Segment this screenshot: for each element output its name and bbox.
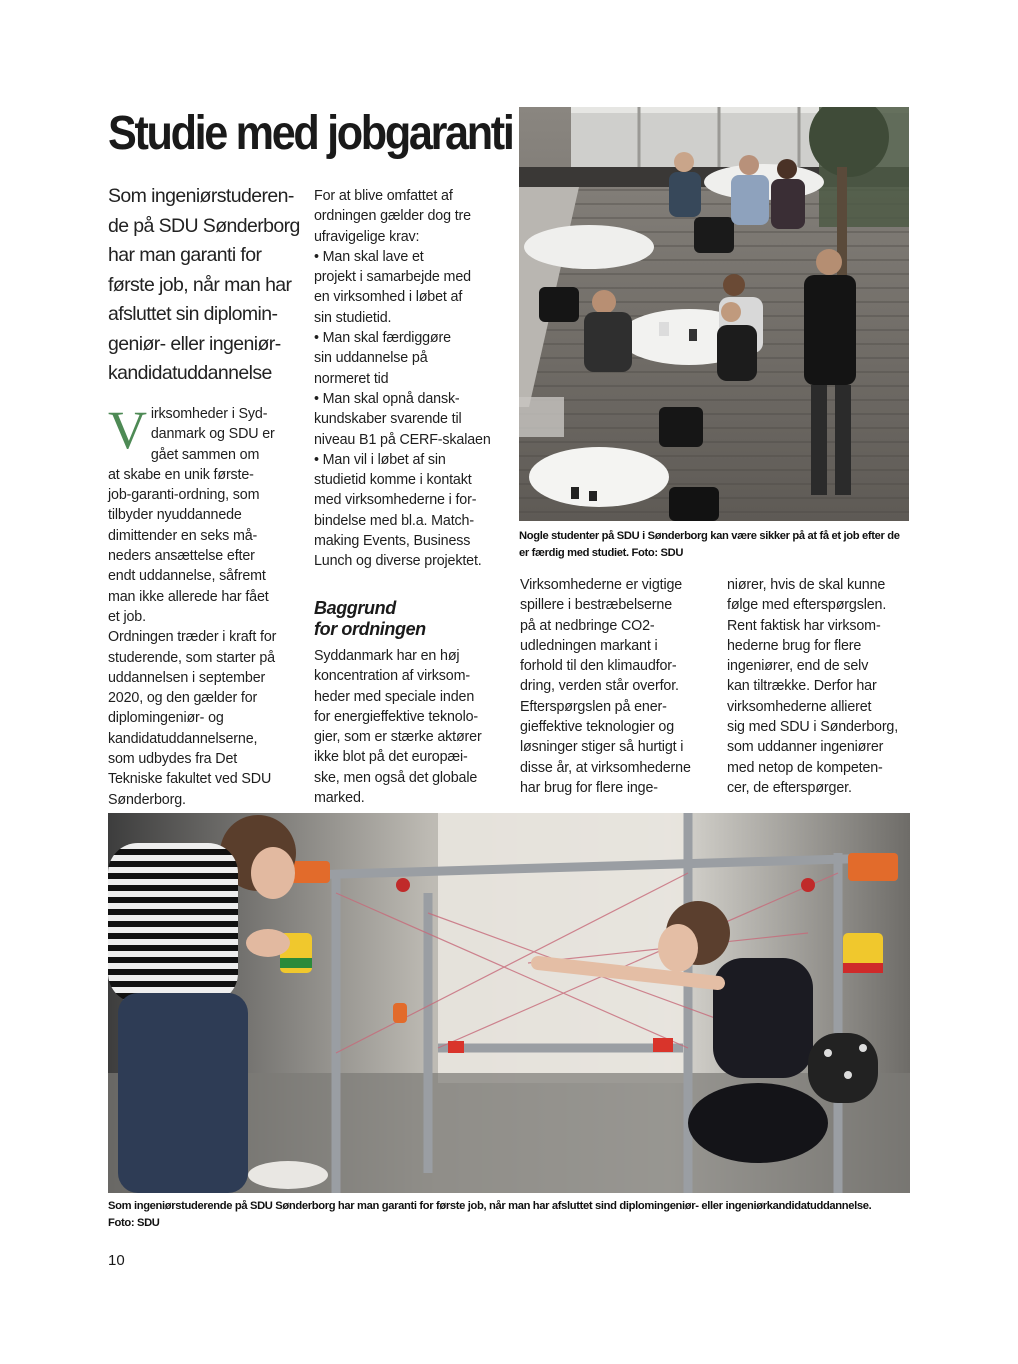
body-line: Ordningen træder i kraft for bbox=[108, 629, 277, 646]
body-line: Sønderborg. bbox=[108, 791, 186, 808]
body-line: marked. bbox=[314, 790, 365, 807]
body-line: udledningen markant i bbox=[520, 637, 658, 654]
body-line: følge med efterspørgslen. bbox=[727, 597, 887, 614]
body-line: for energieffektive teknolo- bbox=[314, 708, 479, 725]
lead-line: første job, når man har bbox=[108, 273, 292, 296]
requirement-line: making Events, Business bbox=[314, 533, 471, 550]
body-column-2-continued bbox=[314, 646, 510, 808]
body-line: tilbyder nyuddannede bbox=[108, 507, 242, 524]
body-line: heder med speciale inden bbox=[314, 688, 475, 705]
body-line: har brug for flere inge- bbox=[520, 779, 658, 796]
body-line: Efterspørgslen på ener- bbox=[520, 698, 667, 715]
body-line: løsninger stiger så hurtigt i bbox=[520, 739, 684, 756]
article-title: Studie med jobgaranti bbox=[108, 107, 513, 160]
body-line: gier, som er stærke aktører bbox=[314, 729, 482, 746]
requirement-line: kundskaber svarende til bbox=[314, 411, 462, 428]
body-line: diplomingeniør- og bbox=[108, 710, 224, 727]
requirement-line: niveau B1 på CERF-skalaen bbox=[314, 431, 491, 448]
bottom-photo-caption bbox=[108, 1198, 910, 1232]
subheading-line: for ordningen bbox=[314, 619, 426, 639]
body-line: kan tiltrække. Derfor har bbox=[727, 678, 877, 695]
requirement-line: • Man skal opnå dansk- bbox=[314, 390, 460, 407]
body-line: ufravigelige krav: bbox=[314, 228, 420, 245]
body-line: dring, verden står overfor. bbox=[520, 678, 679, 695]
body-line: neders ansættelse efter bbox=[108, 548, 255, 565]
robot-frame-photo-illustration bbox=[108, 813, 910, 1193]
body-line: som uddanner ingeniører bbox=[727, 739, 884, 756]
requirement-line: sin uddannelse på bbox=[314, 350, 428, 367]
requirement-line: bindelse med bl.a. Match- bbox=[314, 512, 474, 529]
body-line: For at blive omfattet af bbox=[314, 188, 453, 204]
caption-line: Som ingeniørstuderende på SDU Sønderborg har man garanti for første job, når man har afsluttet sind diplomingeniør- eller ingeniørkandidatuddannelse. bbox=[108, 1200, 872, 1212]
requirement-line: • Man skal færdiggøre bbox=[314, 330, 451, 347]
caption-line: Foto: SDU bbox=[108, 1217, 160, 1229]
body-column-4 bbox=[727, 575, 909, 798]
students-photo-illustration bbox=[519, 107, 909, 521]
body-line: ske, men også det globale bbox=[314, 769, 478, 786]
body-line: med netop de kompeten- bbox=[727, 759, 883, 776]
requirement-line: • Man skal lave et bbox=[314, 248, 424, 265]
body-line: studerende, som starter på bbox=[108, 649, 275, 666]
lead-line: Som ingeniørstuderen- bbox=[108, 185, 294, 207]
top-photo-caption bbox=[519, 528, 909, 562]
body-line: danmark og SDU er bbox=[150, 426, 275, 443]
body-line: endt uddannelse, såfremt bbox=[108, 568, 266, 585]
requirement-line: en virksomhed i løbet af bbox=[314, 289, 463, 306]
requirement-line: normeret tid bbox=[314, 370, 389, 387]
body-line: ordningen gælder dog tre bbox=[314, 208, 471, 225]
body-line: at skabe en unik første- bbox=[108, 466, 254, 483]
body-line: Tekniske fakultet ved SDU bbox=[108, 771, 272, 788]
body-line: disse år, at virksomhederne bbox=[520, 759, 691, 776]
body-line: gået sammen om bbox=[150, 446, 260, 463]
body-line: forhold til den klimaudfor- bbox=[520, 658, 677, 675]
body-column-1 bbox=[108, 400, 298, 810]
body-line: job-garanti-ordning, som bbox=[108, 487, 260, 504]
lead-line: geniør- eller ingeniør- bbox=[108, 332, 281, 355]
lead-paragraph bbox=[108, 182, 298, 389]
page-number: 10 bbox=[108, 1252, 125, 1269]
requirement-line: sin studietid. bbox=[314, 309, 392, 326]
body-line: koncentration af virksom- bbox=[314, 668, 470, 685]
body-line: gieffektive teknologier og bbox=[520, 719, 675, 736]
requirement-line: Lunch og diverse projektet. bbox=[314, 553, 482, 570]
photo-students-at-tables bbox=[519, 107, 909, 521]
lead-line: afsluttet sin diplomin- bbox=[108, 303, 278, 325]
subheading bbox=[314, 598, 510, 640]
drop-cap: V bbox=[108, 400, 147, 460]
body-line: Syddanmark har en høj bbox=[314, 648, 460, 664]
body-line: kandidatuddannelserne, bbox=[108, 730, 258, 747]
body-line: ikke blot på det europæi- bbox=[314, 749, 468, 766]
caption-line: er færdig med studiet. Foto: SDU bbox=[519, 547, 684, 559]
body-line: niører, hvis de skal kunne bbox=[727, 577, 886, 593]
body-line: som udbydes fra Det bbox=[108, 751, 238, 768]
caption-line: Nogle studenter på SDU i Sønderborg kan være sikker på at få et job efter de bbox=[519, 530, 900, 542]
body-line: ingeniører, end de selv bbox=[727, 658, 869, 675]
body-line: cer, de efterspørger. bbox=[727, 779, 852, 796]
body-line: man ikke allerede har fået bbox=[108, 588, 269, 605]
body-line: spillere i bestræbelserne bbox=[520, 597, 673, 614]
requirement-line: • Man vil i løbet af sin bbox=[314, 451, 446, 468]
requirement-line: studietid komme i kontakt bbox=[314, 472, 472, 489]
photo-students-with-robot-frame bbox=[108, 813, 910, 1193]
body-column-3 bbox=[520, 575, 716, 798]
lead-line: har man garanti for bbox=[108, 244, 262, 266]
body-line: på at nedbringe CO2- bbox=[520, 617, 655, 634]
body-line: 2020, og den gælder for bbox=[108, 690, 258, 707]
subheading-line: Baggrund bbox=[314, 598, 396, 618]
body-line: dimittender en seks må- bbox=[108, 527, 258, 544]
body-line: uddannelsen i september bbox=[108, 669, 266, 686]
body-line: Rent faktisk har virksom- bbox=[727, 617, 881, 634]
requirement-line: projekt i samarbejde med bbox=[314, 269, 471, 286]
body-line: et job. bbox=[108, 608, 146, 625]
body-line: Virksomhederne er vigtige bbox=[520, 577, 683, 593]
requirement-line: med virksomhederne i for- bbox=[314, 492, 477, 509]
lead-line: kandidatuddannelse bbox=[108, 362, 272, 384]
body-line: virksomhederne allieret bbox=[727, 698, 872, 715]
body-column-2 bbox=[314, 186, 510, 572]
body-line: hederne brug for flere bbox=[727, 637, 862, 654]
lead-line: de på SDU Sønderborg bbox=[108, 214, 300, 237]
body-line: sig med SDU i Sønderborg, bbox=[727, 719, 899, 736]
body-line: irksomheder i Syd- bbox=[150, 406, 268, 422]
